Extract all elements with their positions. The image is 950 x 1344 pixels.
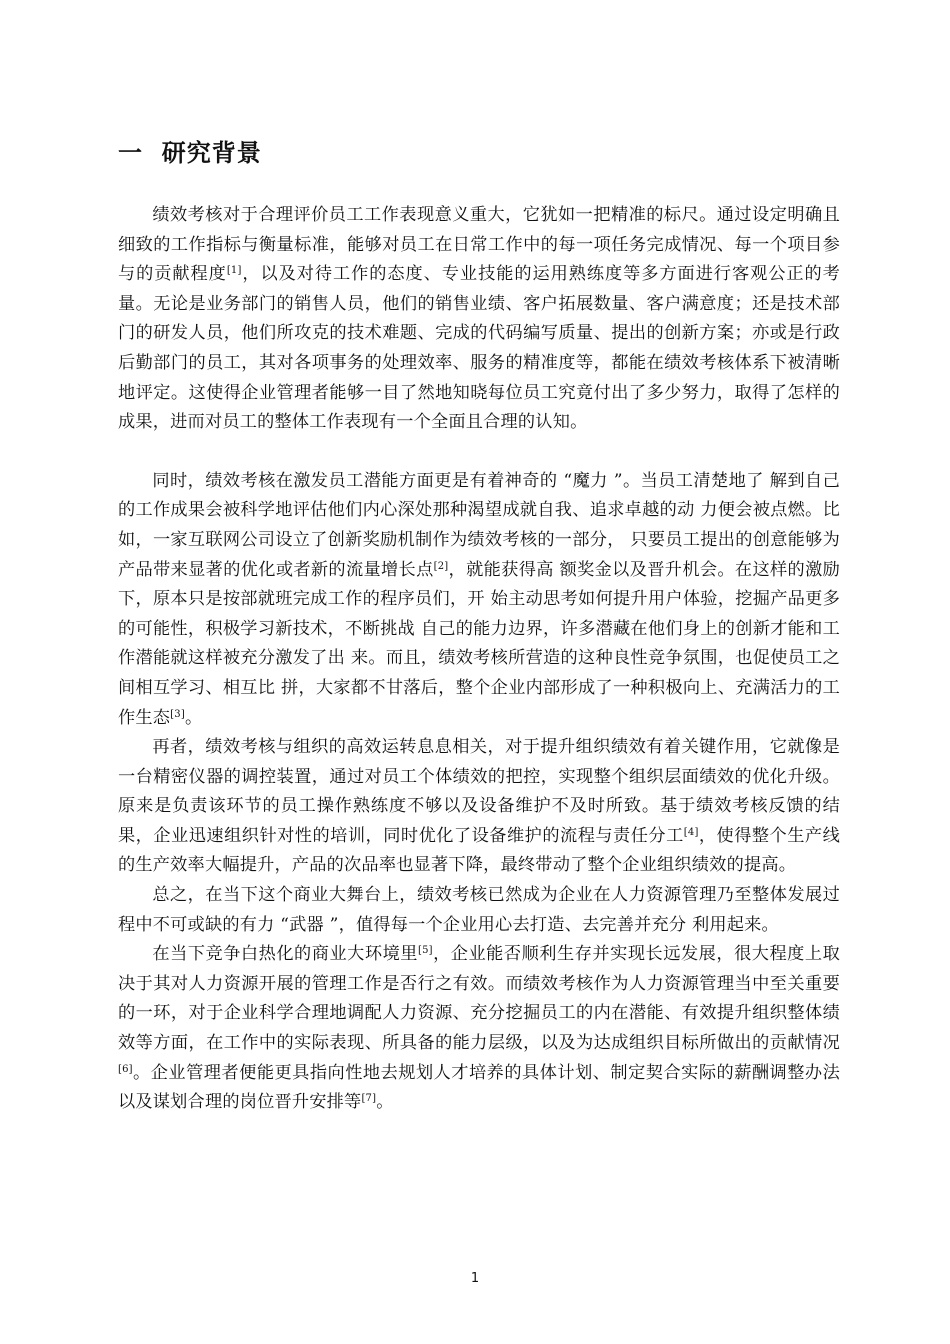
paragraph-2 [118, 467, 840, 733]
page-number: 1 [470, 1271, 480, 1286]
paragraph-2-text-2: ，就能获得高 额奖金以及晋升机会。在这样的激励下，原本只是按部就班完成工作的程序员们，开 始主动思考如何提升用户体验，挖掘产品更多的可能性，积极学习新技术，不断挑战 自己的能力边界，许多潜藏在他们身上的创新才能和工作潜能就这样被充分激发了出 来。而且，绩效考核所营造的这种良性竞争氛围，也促使员工之间相互学习、相互比 拼，大家都不甘落后，整个企业内部形成了一种积极向上、充满活力的工作生态 [118, 559, 840, 728]
paragraph-4 [118, 881, 840, 940]
paragraph-3 [118, 733, 840, 881]
paragraph-2-text-1: 同时，绩效考核在激发员工潜能方面更是有着神奇的 “魔力 ”。当员工清楚地了 解到自己的工作成果会被科学地评估他们内心深处那种渴望成就自我、追求卓越的动 力便会被点燃。比如，一家互联网公司设立了创新奖励机制作为绩效考核的一部分， 只要员工提出的创意能够为产品带来显著的优化或者新的流量增长点 [118, 470, 840, 580]
paragraph-3-text-2: ，使得整个生产线的生产效率大幅提升，产品的次品率也显著下降，最终带动了整个企业组织绩效的提高。 [118, 825, 840, 876]
citation-6: [6] [118, 1063, 133, 1075]
paragraph-1 [118, 201, 840, 438]
paragraph-4-text-1: 总之，在当下这个商业大舞台上，绩效考核已然成为企业在人力资源管理乃至整体发展过程中不可或缺的有力 “武器 ”，值得每一个企业用心去打造、去完善并充分 利用起来。 [118, 885, 840, 935]
paragraph-2-text-3: 。 [184, 707, 203, 728]
body-text [118, 201, 840, 1118]
paragraph-5-text-2: ，企业能否顺利生存并实现长远发展，很大程度上取决于其对人力资源开展的管理工作是否行之有效。而绩效考核作为人力资源管理当中至关重要的一环，对于企业科学合理地调配人力资源、充分挖掘员工的内在潜能、有效提升组织整体绩效等方面，在工作中的实际表现、所具备的能力层级，以及为达成组织目标所做出的贡献情况 [118, 944, 840, 1054]
citation-1: [1] [226, 265, 242, 277]
citation-4: [4] [683, 826, 699, 838]
paragraph-1-text-2: ，以及对待工作的态度、专业技能的运用熟练度等多方面进行客观公正的考量。无论是业务部门的销售人员，他们的销售业绩、客户拓展数量、客户满意度；还是技术部门的研发人员，他们所攻克的技术难题、完成的代码编写质量、提出的创新方案；亦或是行政后勤部门的员工，其对各项事务的处理效率、服务的精准度等，都能在绩效考核体系下被清晰地评定。这使得企业管理者能够一目了然地知晓每位员工究竟付出了多少努力，取得了怎样的成果，进而对员工的整体工作表现有一个全面且合理的认知。 [118, 264, 840, 433]
citation-2: [2] [433, 560, 449, 572]
section-heading: 一 研究背景 [118, 139, 262, 167]
paragraph-5-text-3: 。企业管理者便能更具指向性地去规划人才培养的具体计划、制定契合实际的薪酬调整办法以及谋划合理的岗位晋升安排等 [118, 1062, 840, 1113]
citation-7: [7] [361, 1093, 377, 1105]
paragraph-5 [118, 940, 840, 1118]
paragraph-1-text-1: 绩效考核对于合理评价员工工作表现意义重大，它犹如一把精准的标尺。通过设定明确且细致的工作指标与衡量标准，能够对员工在日常工作中的每一项任务完成情况、每一个项目参与的贡献程度 [118, 205, 840, 285]
paragraph-5-text-4: 。 [376, 1092, 394, 1113]
paragraph-3-text-1: 再者，绩效考核与组织的高效运转息息相关，对于提升组织绩效有着关键作用，它就像是一台精密仪器的调控装置，通过对员工个体绩效的把控，实现整个组织层面绩效的优化升级。原来是负责该环节的员工操作熟练度不够以及设备维护不及时所致。基于绩效考核反馈的结果，企业迅速组织针对性的培训，同时优化了设备维护的流程与责任分工 [118, 737, 840, 846]
paragraph-5-text-1: 在当下竞争白热化的商业大环境里 [152, 944, 418, 965]
citation-5: [5] [417, 945, 433, 957]
citation-3: [3] [170, 708, 185, 720]
